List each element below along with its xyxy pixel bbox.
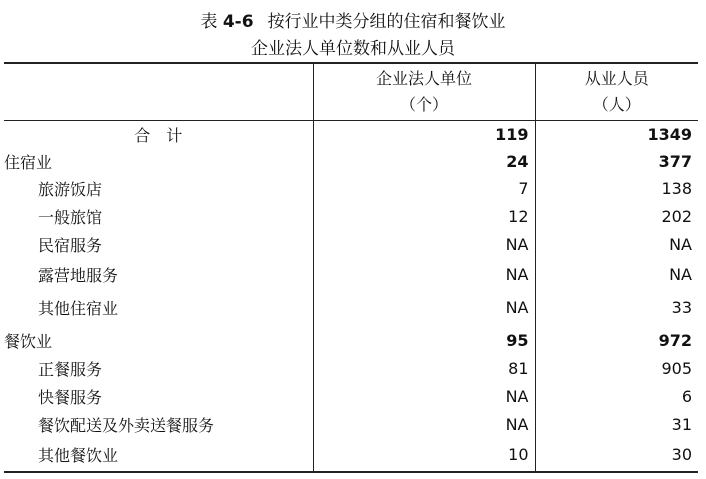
row-employees: 1349 — [647, 124, 692, 144]
table-row — [4, 355, 698, 382]
row-units: 12 — [313, 202, 535, 230]
table-row — [4, 438, 698, 472]
row-label: 餐饮配送及外卖送餐服务 — [4, 410, 313, 438]
table-row — [4, 148, 698, 175]
row-units: NA — [313, 230, 535, 258]
header-units-label: 企业法人单位 — [375, 68, 472, 88]
row-units: NA — [313, 258, 535, 290]
row-units: 95 — [313, 325, 535, 355]
row-units: 24 — [313, 148, 535, 175]
table-row — [4, 325, 698, 355]
row-employees: 33 — [671, 298, 692, 317]
row-employees: 377 — [658, 152, 692, 171]
row-units: NA — [313, 410, 535, 438]
row-employees: 202 — [661, 206, 692, 226]
table-row — [4, 382, 698, 410]
row-label: 快餐服务 — [4, 382, 313, 410]
row-employees: 138 — [661, 179, 692, 198]
table-row-total — [4, 120, 698, 148]
row-label: 露营地服务 — [4, 258, 313, 290]
header-units-unit: （个） — [399, 94, 448, 114]
header-employees-label: 从业人员 — [584, 68, 649, 88]
row-employees: 30 — [671, 445, 692, 464]
row-units: 10 — [313, 438, 535, 472]
table-row — [4, 230, 698, 258]
header-employees-unit: （人） — [592, 94, 641, 114]
row-units: 119 — [313, 120, 535, 148]
statistics-table — [4, 62, 698, 473]
row-employees: 31 — [671, 414, 692, 434]
row-units: 7 — [313, 175, 535, 202]
header-blank-cell — [4, 63, 313, 120]
row-employees: 905 — [661, 359, 692, 378]
row-employees: 6 — [681, 386, 692, 406]
table-title-prefix: 表 — [200, 12, 218, 32]
row-label: 正餐服务 — [4, 355, 313, 382]
table-row — [4, 290, 698, 325]
row-label: 餐饮业 — [4, 325, 313, 355]
row-units: NA — [313, 290, 535, 325]
table-number: 4-6 — [222, 12, 254, 32]
row-units: 81 — [313, 355, 535, 382]
row-label: 其他餐饮业 — [4, 438, 313, 472]
table-title-line1: 按行业中类分组的住宿和餐饮业 — [267, 12, 506, 32]
row-label: 一般旅馆 — [4, 202, 313, 230]
table-row — [4, 258, 698, 290]
row-label: 合 计 — [4, 120, 313, 148]
table-row — [4, 202, 698, 230]
row-label: 民宿服务 — [4, 230, 313, 258]
table-row — [4, 410, 698, 438]
row-employees: NA — [669, 234, 692, 254]
row-label: 其他住宿业 — [4, 290, 313, 325]
table-row — [4, 175, 698, 202]
row-label: 旅游饭店 — [4, 175, 313, 202]
row-employees: NA — [669, 264, 692, 284]
header-units — [313, 63, 535, 120]
header-employees — [535, 63, 698, 120]
row-employees: 972 — [658, 330, 692, 350]
row-units: NA — [313, 382, 535, 410]
table-subtitle: 企业法人单位数和从业人员 — [251, 39, 455, 59]
table-title — [0, 11, 706, 33]
header-row — [4, 63, 698, 120]
row-label: 住宿业 — [4, 148, 313, 175]
